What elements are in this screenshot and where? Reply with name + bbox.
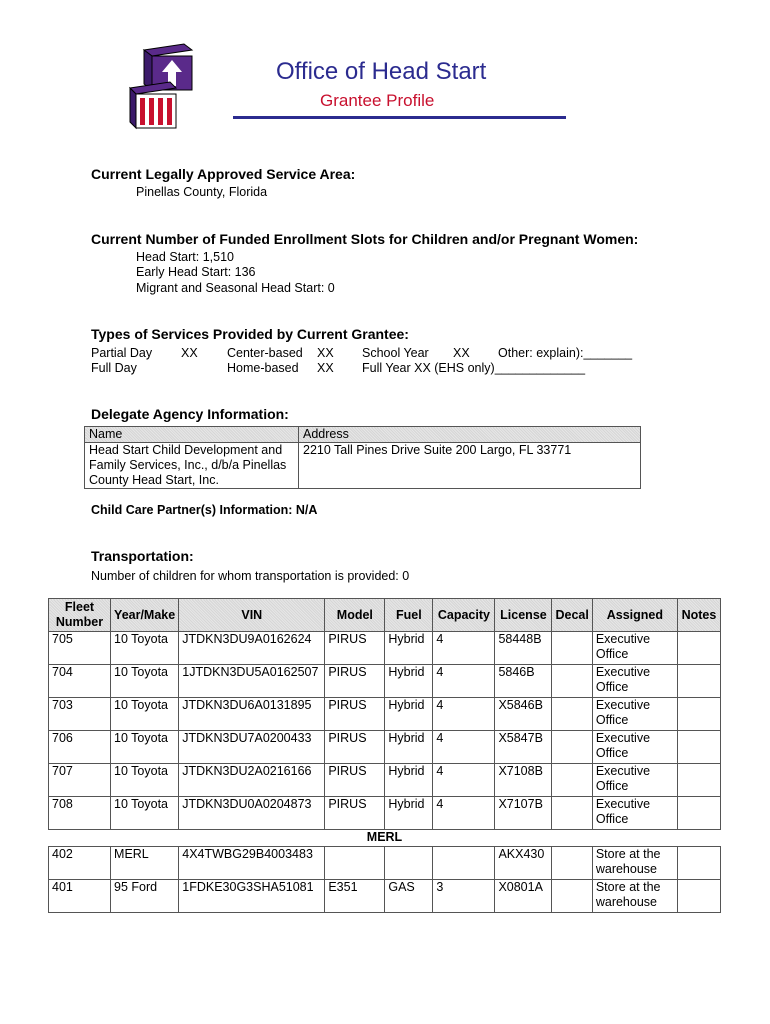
service-center-based-mark: XX (317, 346, 334, 360)
vehicle-cell (552, 698, 592, 731)
transportation-note: Number of children for whom transportation is provided: 0 (91, 569, 410, 583)
vehicle-col-header: Capacity (433, 599, 495, 632)
vehicle-cell: Hybrid (385, 731, 433, 764)
services-heading: Types of Services Provided by Current Grantee: (91, 326, 409, 342)
vehicle-cell: 708 (49, 797, 111, 830)
vehicle-cell: JTDKN3DU0A0204873 (179, 797, 325, 830)
delegate-heading: Delegate Agency Information: (91, 406, 289, 422)
vehicle-cell: Hybrid (385, 764, 433, 797)
transportation-heading: Transportation: (91, 548, 194, 564)
vehicle-cell: JTDKN3DU9A0162624 (179, 632, 325, 665)
vehicle-cell: PIRUS (325, 665, 385, 698)
service-center-based: Center-based (227, 346, 303, 360)
vehicle-cell: Hybrid (385, 797, 433, 830)
vehicle-cell: 4 (433, 764, 495, 797)
page-subtitle: Grantee Profile (320, 91, 435, 110)
vehicle-cell (552, 764, 592, 797)
vehicle-cell (677, 797, 720, 830)
vehicle-cell: 58448B (495, 632, 552, 665)
vehicle-cell: 1JTDKN3DU5A0162507 (179, 665, 325, 698)
service-school-year: School Year (362, 346, 429, 360)
vehicle-cell: 4 (433, 698, 495, 731)
vehicle-cell: PIRUS (325, 764, 385, 797)
vehicle-cell: Executive Office (592, 665, 677, 698)
vehicle-col-header: Decal (552, 599, 592, 632)
vehicle-cell (677, 880, 720, 913)
vehicle-cell: 402 (49, 847, 111, 880)
vehicle-row (49, 847, 721, 880)
vehicle-cell (677, 731, 720, 764)
vehicle-cell (552, 731, 592, 764)
vehicle-cell: 4 (433, 665, 495, 698)
delegate-name: Head Start Child Development and Family Services, Inc., d/b/a Pinellas County Head Start, Inc. (85, 443, 299, 489)
vehicle-cell: 704 (49, 665, 111, 698)
vehicle-cell: X5847B (495, 731, 552, 764)
vehicle-cell: 705 (49, 632, 111, 665)
vehicle-cell (552, 632, 592, 665)
vehicle-cell (552, 847, 592, 880)
vehicle-col-header: Model (325, 599, 385, 632)
vehicle-cell: 3 (433, 880, 495, 913)
vehicle-col-header: VIN (179, 599, 325, 632)
child-care-info: Child Care Partner(s) Information: N/A (91, 503, 318, 517)
vehicle-col-header: License (495, 599, 552, 632)
vehicle-cell (677, 764, 720, 797)
vehicle-cell: X7108B (495, 764, 552, 797)
vehicle-cell: 707 (49, 764, 111, 797)
vehicle-cell (677, 632, 720, 665)
service-area-value: Pinellas County, Florida (136, 185, 268, 199)
enrollment-line: Migrant and Seasonal Head Start: 0 (136, 281, 335, 295)
vehicle-cell: MERL (111, 847, 179, 880)
vehicle-cell: 95 Ford (111, 880, 179, 913)
vehicle-cell: JTDKN3DU7A0200433 (179, 731, 325, 764)
vehicle-cell: Executive Office (592, 731, 677, 764)
enrollment-line: Head Start: 1,510 (136, 250, 234, 264)
vehicle-cell: JTDKN3DU6A0131895 (179, 698, 325, 731)
vehicle-cell (325, 847, 385, 880)
delegate-col-address: Address (299, 427, 641, 443)
delegate-table (84, 426, 641, 489)
vehicle-row (49, 665, 721, 698)
service-partial-day-mark: XX (181, 346, 198, 360)
vehicle-cell: Executive Office (592, 698, 677, 731)
service-home-based: Home-based (227, 361, 299, 375)
vehicle-group-label: MERL (49, 830, 721, 847)
vehicle-cell: PIRUS (325, 797, 385, 830)
vehicle-cell (552, 797, 592, 830)
vehicle-cell (677, 847, 720, 880)
vehicle-cell: Store at the warehouse (592, 880, 677, 913)
vehicle-row (49, 632, 721, 665)
vehicle-cell: 10 Toyota (111, 665, 179, 698)
vehicle-cell: X7107B (495, 797, 552, 830)
vehicle-cell (552, 665, 592, 698)
vehicle-cell: 10 Toyota (111, 797, 179, 830)
vehicle-row (49, 764, 721, 797)
vehicle-col-header: Year/Make (111, 599, 179, 632)
vehicle-cell (677, 698, 720, 731)
service-partial-day: Partial Day (91, 346, 153, 360)
vehicle-cell: 4 (433, 797, 495, 830)
service-full-day: Full Day (91, 361, 137, 375)
vehicle-cell: JTDKN3DU2A0216166 (179, 764, 325, 797)
vehicle-cell: PIRUS (325, 731, 385, 764)
vehicle-cell: GAS (385, 880, 433, 913)
enrollment-line: Early Head Start: 136 (136, 265, 256, 279)
service-home-based-mark: XX (317, 361, 334, 375)
service-other: Other: explain):_______ (498, 346, 633, 360)
vehicle-cell: Hybrid (385, 698, 433, 731)
vehicle-row (49, 797, 721, 830)
vehicle-col-header: Assigned (592, 599, 677, 632)
vehicle-cell: 4X4TWBG29B4003483 (179, 847, 325, 880)
vehicle-cell: AKX430 (495, 847, 552, 880)
vehicle-cell: Hybrid (385, 665, 433, 698)
vehicle-col-header: Fuel (385, 599, 433, 632)
vehicle-row (49, 880, 721, 913)
vehicle-cell: 703 (49, 698, 111, 731)
vehicle-row (49, 731, 721, 764)
vehicle-cell: X0801A (495, 880, 552, 913)
delegate-address: 2210 Tall Pines Drive Suite 200 Largo, FL 33771 (299, 443, 641, 489)
vehicle-cell (677, 665, 720, 698)
service-area-heading: Current Legally Approved Service Area: (91, 166, 356, 182)
vehicle-cell: Executive Office (592, 797, 677, 830)
vehicle-cell: X5846B (495, 698, 552, 731)
vehicle-cell: 706 (49, 731, 111, 764)
page-title: Office of Head Start (276, 58, 487, 85)
vehicle-cell: 4 (433, 632, 495, 665)
vehicle-cell: Hybrid (385, 632, 433, 665)
vehicle-cell: PIRUS (325, 698, 385, 731)
vehicle-cell (433, 847, 495, 880)
vehicle-row (49, 698, 721, 731)
vehicle-col-header: Notes (677, 599, 720, 632)
vehicle-cell: 10 Toyota (111, 698, 179, 731)
vehicle-cell: Executive Office (592, 764, 677, 797)
vehicle-cell (385, 847, 433, 880)
vehicle-cell: Store at the warehouse (592, 847, 677, 880)
enrollment-heading: Current Number of Funded Enrollment Slots for Children and/or Pregnant Women: (91, 231, 639, 247)
vehicle-col-header: Fleet Number (49, 599, 111, 632)
title-rule (233, 116, 566, 119)
vehicle-cell: Executive Office (592, 632, 677, 665)
vehicle-cell: 10 Toyota (111, 731, 179, 764)
service-school-year-mark: XX (453, 346, 470, 360)
vehicle-table (48, 598, 721, 913)
vehicle-cell (552, 880, 592, 913)
vehicle-cell: 5846B (495, 665, 552, 698)
vehicle-cell: 1FDKE30G3SHA51081 (179, 880, 325, 913)
vehicle-cell: 401 (49, 880, 111, 913)
vehicle-cell: 10 Toyota (111, 632, 179, 665)
vehicle-cell: E351 (325, 880, 385, 913)
head-start-logo (126, 42, 198, 130)
vehicle-cell: 4 (433, 731, 495, 764)
delegate-col-name: Name (85, 427, 299, 443)
vehicle-cell: PIRUS (325, 632, 385, 665)
service-full-year: Full Year XX (EHS only)_____________ (362, 361, 586, 375)
vehicle-cell: 10 Toyota (111, 764, 179, 797)
